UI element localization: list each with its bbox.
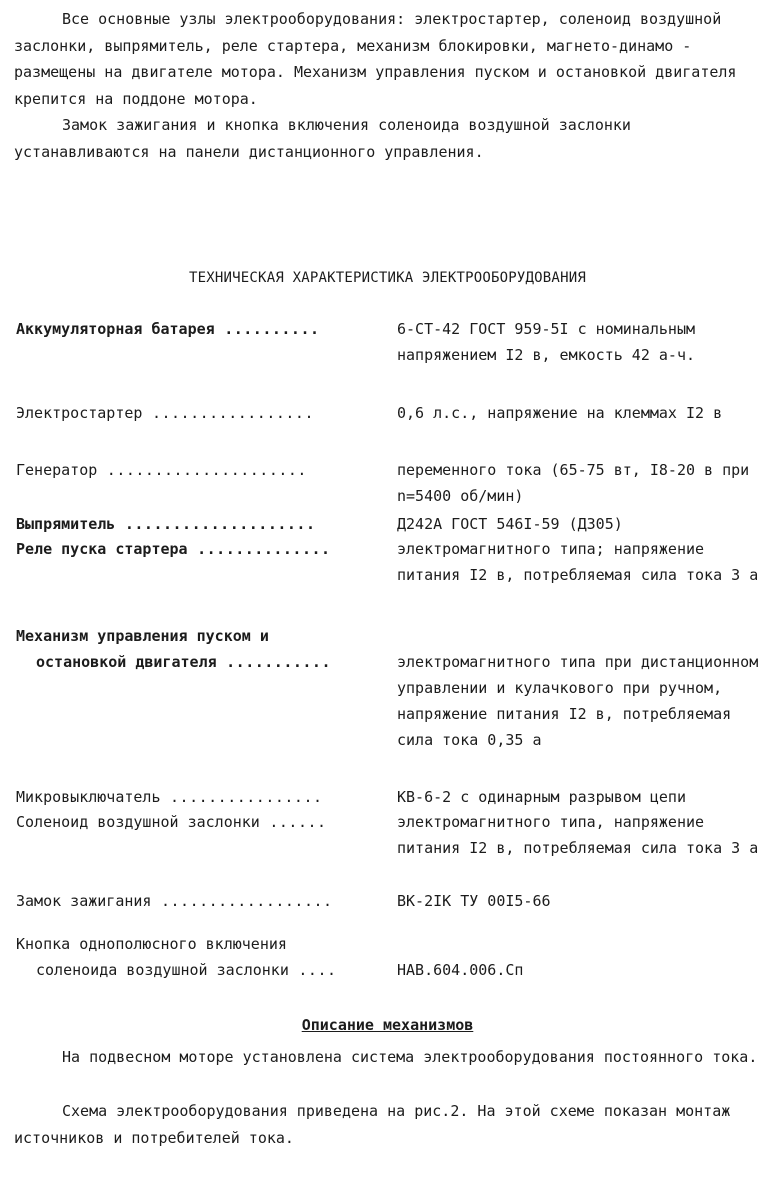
spec-label: Аккумуляторная батарея .......... xyxy=(16,320,320,338)
spec-value: Д242А ГОСТ 546I-59 (Д305) xyxy=(397,515,623,533)
spec-label: Микровыключатель ................ xyxy=(16,788,323,806)
spec-value: 6-СТ-42 ГОСТ 959-5I с номинальным напряжением I2 в, емкость 42 а-ч. xyxy=(397,320,696,364)
intro-paragraph-1: Все основные узлы электрооборудования: электростартер, соленоид воздушной заслонки, выпрямитель, реле стартера, механизм блокировки, магнето-динамо - размещены на двигателе мотора. Механизм управления пуском и остановкой двигателя крепится на поддоне мотора. xyxy=(14,10,737,108)
intro-paragraph-2: Замок зажигания и кнопка включения соленоида воздушной заслонки устанавливаются на панели дистанционного управления. xyxy=(14,116,631,161)
spec-value: НАВ.604.006.Сп xyxy=(397,961,524,979)
spec-value: КВ-6-2 с одинарным разрывом цепи xyxy=(397,788,686,806)
spec-label: Соленоид воздушной заслонки ...... xyxy=(16,813,327,831)
spec-label: Выпрямитель .................... xyxy=(16,515,316,533)
spec-label: Генератор ..................... xyxy=(16,461,307,479)
section-paragraph-2: Схема электрооборудования приведена на рис.2. На этой схеме показан монтаж источников и потребителей тока. xyxy=(14,1102,731,1147)
spec-value: электромагнитного типа при дистанционном управлении и кулачкового при ручном, напряжение питания I2 в, потребляемая сила тока 0,35 а xyxy=(397,653,759,749)
spec-label: Замок зажигания .................. xyxy=(16,892,333,910)
spec-value: 0,6 л.с., напряжение на клеммах I2 в xyxy=(397,404,723,422)
spec-value: ВК-2IК ТУ 00I5-66 xyxy=(397,892,551,910)
spec-value: электромагнитного типа, напряжение питания I2 в, потребляемая сила тока 3 а xyxy=(397,813,759,857)
section-title: Описание механизмов xyxy=(301,1016,474,1034)
spec-value: электромагнитного типа; напряжение питания I2 в, потребляемая сила тока 3 а xyxy=(397,540,759,584)
spec-label: Механизм управления пуском и остановкой двигателя ........... xyxy=(16,627,331,671)
spec-label: Реле пуска стартера .............. xyxy=(16,540,331,558)
section-paragraph-1: На подвесном моторе установлена система электрооборудования постоянного тока. xyxy=(62,1048,758,1066)
spec-label: Кнопка однополюсного включения соленоида воздушной заслонки .... xyxy=(16,935,337,979)
spec-label: Электростартер ................. xyxy=(16,404,314,422)
spec-value: переменного тока (65-75 вт, I8-20 в при n=5400 об/мин) xyxy=(397,461,750,505)
spec-title: ТЕХНИЧЕСКАЯ ХАРАКТЕРИСТИКА ЭЛЕКТРООБОРУДОВАНИЯ xyxy=(189,270,586,286)
